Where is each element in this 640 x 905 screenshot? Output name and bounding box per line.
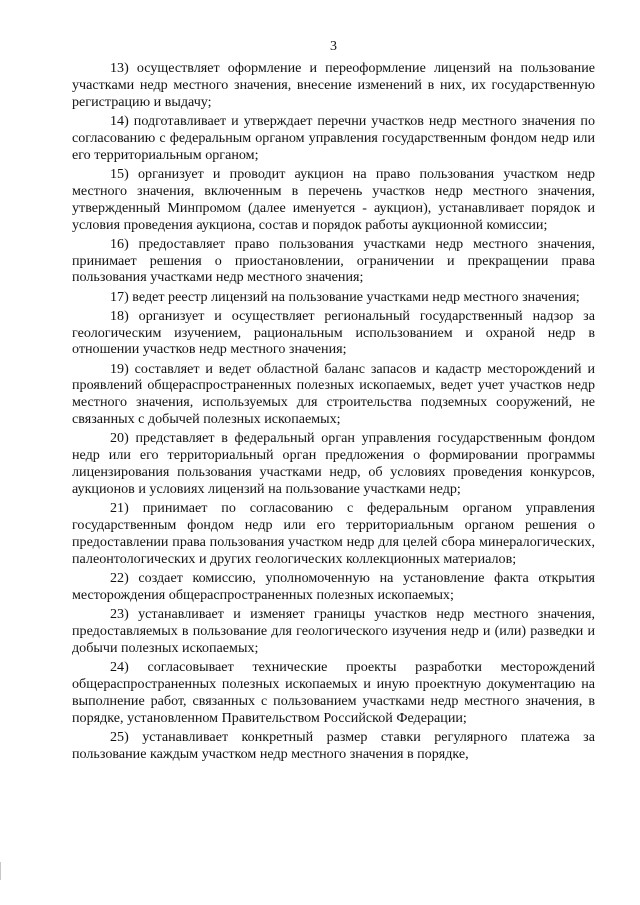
paragraph-23: 23) устанавливает и изменяет границы участков недр местного значения, предоставляемых в пользование для геологического изучения недр и (или) разведки и добычи полезных ископаемых; — [72, 605, 595, 656]
paragraph-21: 21) принимает по согласованию с федеральным органом управления государственным фондом недр или его территориальным органом решения о предоставлении права пользования участком недр для целей сбора минералогических, палеонтологических и других геологических коллекционных материалов; — [72, 500, 595, 567]
page-number: 3 — [330, 39, 337, 54]
paragraph-18: 18) организует и осуществляет региональный государственный надзор за геологическим изучением, рациональным использованием и охраной недр в отношении участков недр местного значения; — [72, 307, 595, 358]
paragraph-24: 24) согласовывает технические проекты разработки месторождений общераспространенных полезных ископаемых и иную проектную документацию на выполнение работ, связанных с пользованием участками недр местного значения, в порядке, установленном Правительством Российской Федерации; — [72, 658, 595, 726]
paragraph-20: 20) представляет в федеральный орган управления государственным фондом недр или его территориальный орган предложения о формировании программы лицензирования пользования участками недр, об условиях проведения конкурсов, аукционов и условиях лицензий на пользование участками недр; — [72, 430, 595, 498]
scan-edge-mark — [0, 862, 5, 880]
paragraph-19: 19) составляет и ведет областной баланс запасов и кадастр месторождений и проявлений общераспространенных полезных ископаемых, ведет учет участков недр местного значения, используемых для строительства подземных сооружений, не связанных с добычей полезных ископаемых; — [72, 360, 595, 428]
paragraph-15: 15) организует и проводит аукцион на право пользования участком недр местного значения, включенным в перечень участков недр местного значения, утвержденный Минпромом (далее именуется - аукцион), устанавливает порядок и условия проведения аукциона, состав и порядок работы аукционной комиссии; — [72, 165, 595, 233]
paragraph-14: 14) подготавливает и утверждает перечни участков недр местного значения по согласованию с федеральным органом управления государственным фондом недр или его территориальным органом; — [72, 112, 595, 163]
paragraph-13: 13) осуществляет оформление и переоформление лицензий на пользование участками недр местного значения, внесение изменений в них, их государственную регистрацию и выдачу; — [72, 60, 595, 110]
paragraph-16: 16) предоставляет право пользования участками недр местного значения, принимает решения о приостановлении, ограничении и прекращении права пользования участками недр местного значения; — [72, 235, 595, 286]
document-page — [72, 38, 595, 765]
paragraph-25: 25) устанавливает конкретный размер ставки регулярного платежа за пользование каждым участком недр местного значения в порядке, — [72, 728, 595, 762]
paragraph-22: 22) создает комиссию, уполномоченную на установление факта открытия месторождения общераспространенных полезных ископаемых; — [72, 569, 595, 603]
paragraph-17: 17) ведет реестр лицензий на пользование участками недр местного значения; — [110, 288, 580, 305]
